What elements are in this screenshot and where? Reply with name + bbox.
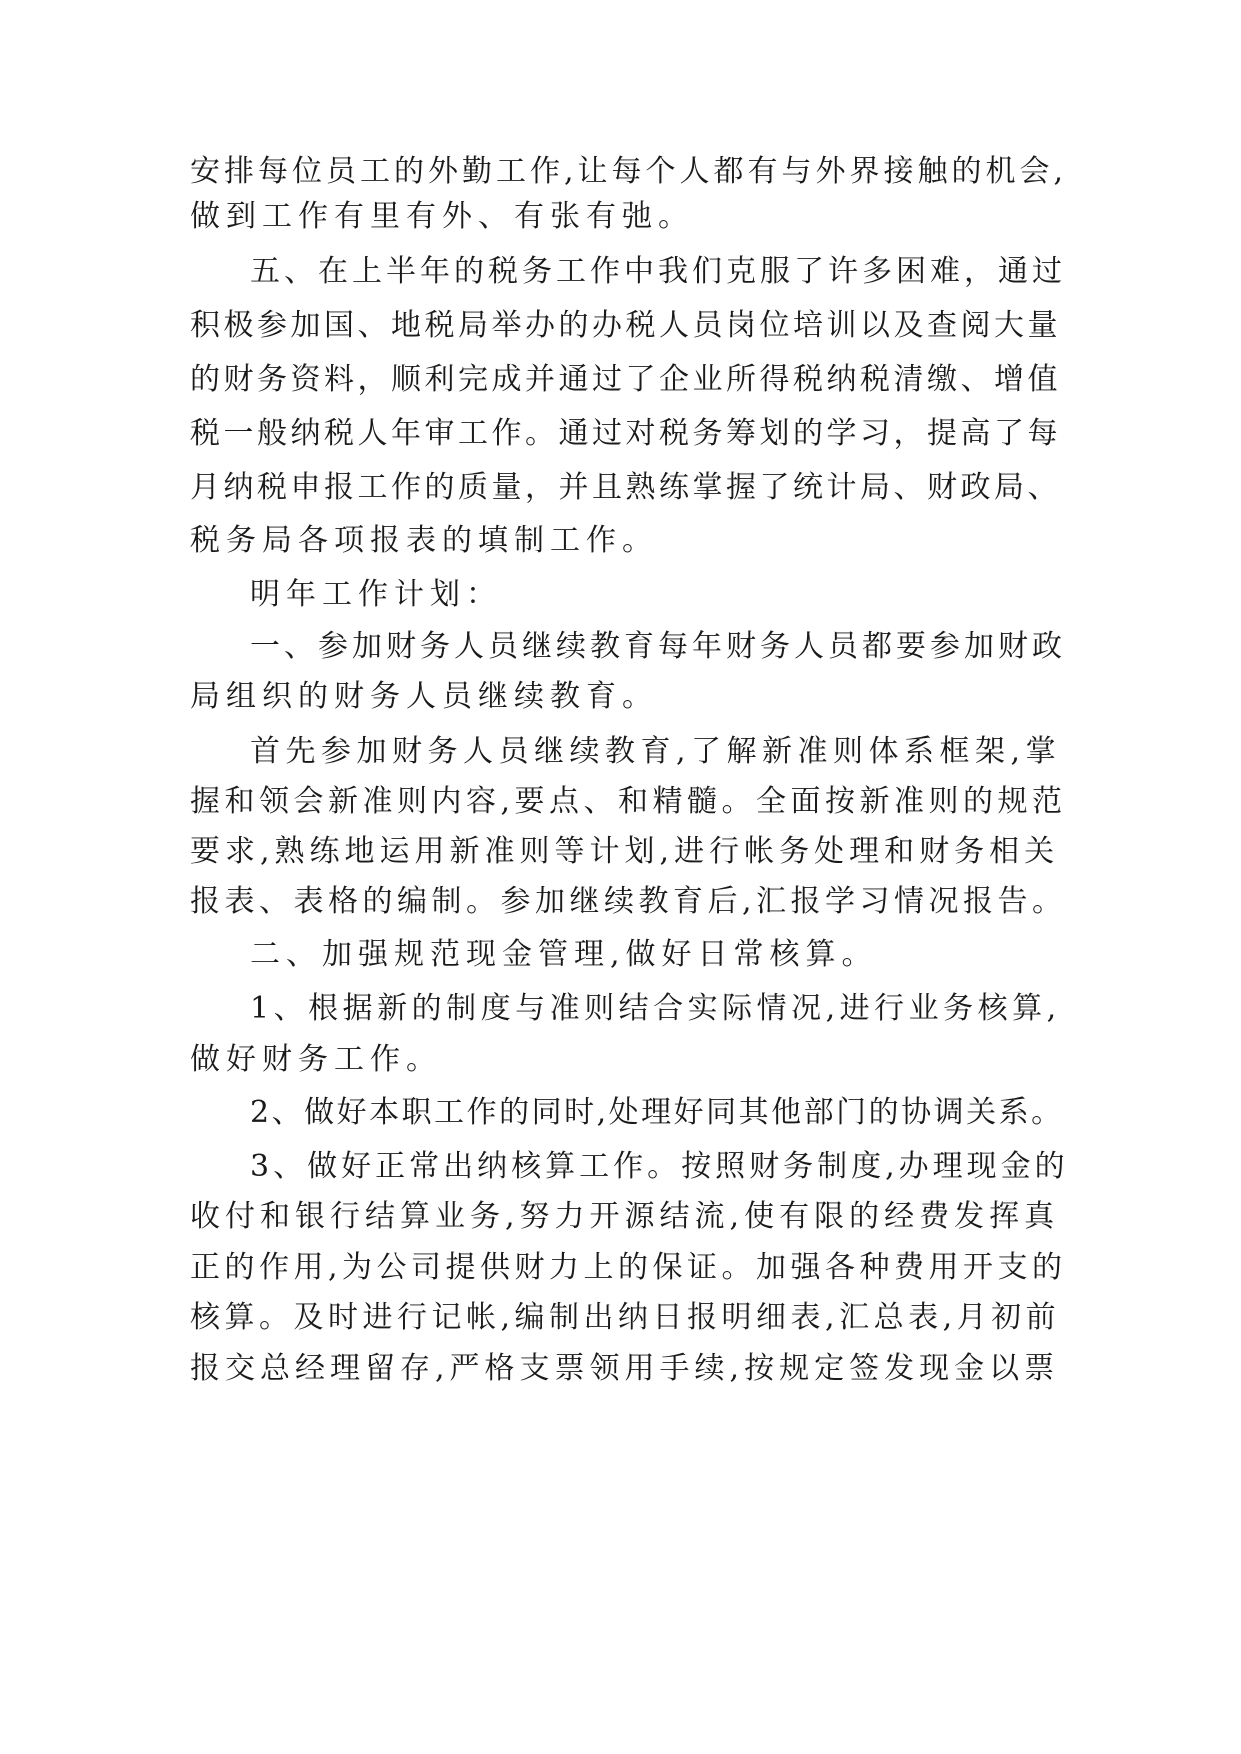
text-line: 做好财务工作。 <box>190 1042 442 1077</box>
text-line: 明年工作计划： <box>250 577 502 612</box>
text-line: 做到工作有里有外、有张有弛。 <box>190 199 694 234</box>
text-line: 五、在上半年的税务工作中我们克服了许多困难，通过 <box>250 254 1066 289</box>
text-line: 2、做好本职工作的同时,处理好同其他部门的协调关系。 <box>250 1095 1064 1130</box>
text-line: 报交总经理留存,严格支票领用手续,按规定签发现金以票 <box>190 1351 1060 1386</box>
text-line: 报表、表格的编制。参加继续教育后,汇报学习情况报告。 <box>190 884 1067 919</box>
text-line: 月纳税申报工作的质量，并且熟练掌握了统计局、财政局、 <box>190 470 1061 505</box>
text-line: 握和领会新准则内容,要点、和精髓。全面按新准则的规范 <box>190 784 1067 819</box>
text-line: 的财务资料，顺利完成并通过了企业所得税纳税清缴、增值 <box>190 362 1061 397</box>
text-line: 一、参加财务人员继续教育每年财务人员都要参加财政 <box>250 629 1066 664</box>
text-line: 1、根据新的制度与准则结合实际情况,进行业务核算, <box>250 991 1061 1026</box>
text-line: 安排每位员工的外勤工作,让每个人都有与外界接触的机会, <box>190 154 1068 189</box>
text-line: 税一般纳税人年审工作。通过对税务筹划的学习，提高了每 <box>190 416 1061 451</box>
text-line: 二、加强规范现金管理,做好日常核算。 <box>250 937 878 972</box>
text-line: 正的作用,为公司提供财力上的保证。加强各种费用开支的 <box>190 1250 1067 1285</box>
text-line: 局组织的财务人员继续教育。 <box>190 679 658 714</box>
text-line: 积极参加国、地税局举办的办税人员岗位培训以及查阅大量 <box>190 308 1061 343</box>
text-line: 核算。及时进行记帐,编制出纳日报明细表,汇总表,月初前 <box>190 1300 1061 1335</box>
text-line: 税务局各项报表的填制工作。 <box>190 523 658 558</box>
text-line: 收付和银行结算业务,努力开源结流,使有限的经费发挥真 <box>190 1199 1060 1234</box>
text-line: 3、做好正常出纳核算工作。按照财务制度,办理现金的 <box>250 1149 1069 1184</box>
text-line: 要求,熟练地运用新准则等计划,进行帐务处理和财务相关 <box>190 834 1060 869</box>
text-line: 首先参加财务人员继续教育,了解新准则体系框架,掌 <box>250 734 1062 769</box>
